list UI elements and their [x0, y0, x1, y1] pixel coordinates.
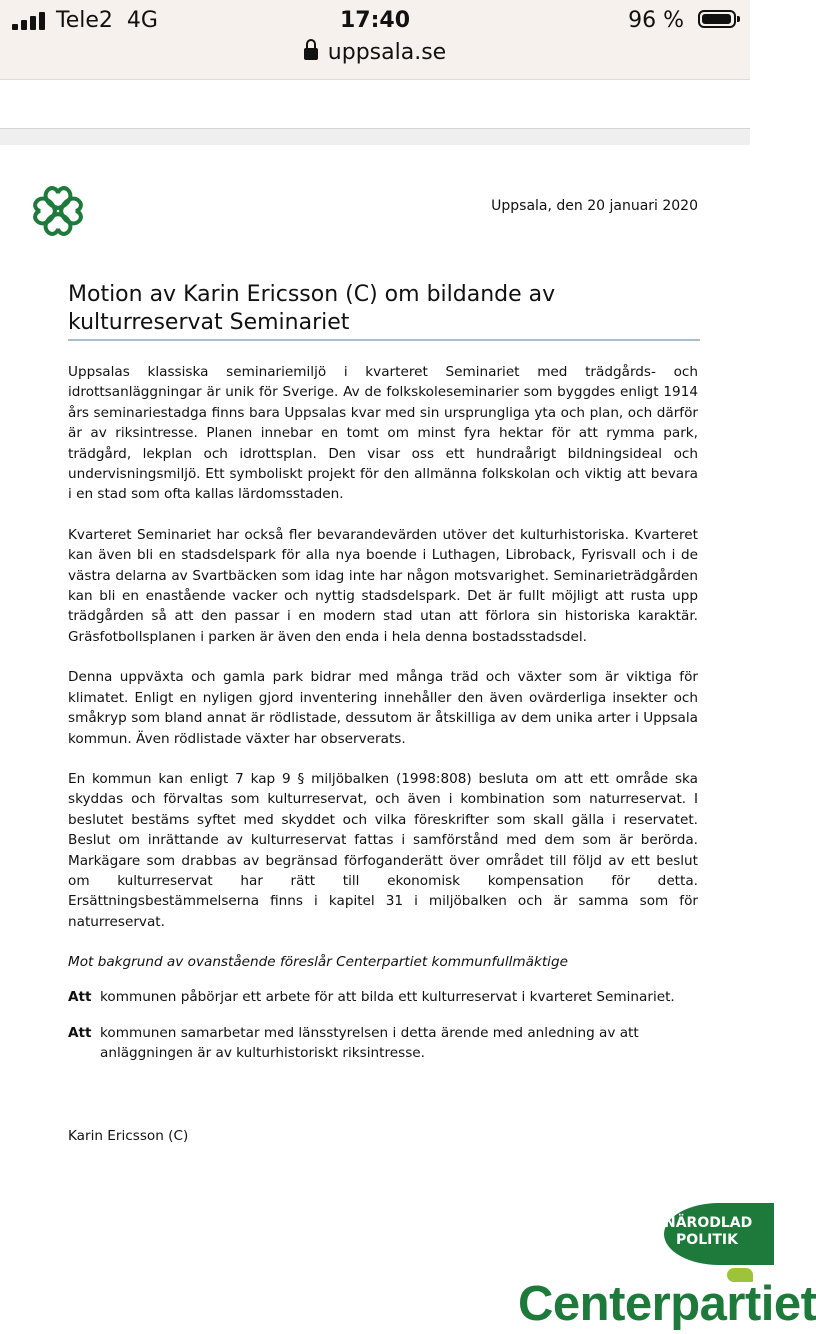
clock: 17:40: [339, 8, 411, 33]
status-bar: [0, 0, 750, 80]
badge-line: NÄRODLAD: [664, 1215, 753, 1231]
party-logo-text: Centerpartiet: [518, 1277, 816, 1331]
proposal-text: kommunen samarbetar med länsstyrelsen i detta ärende med anledning av att anläggningen är av kulturhistoriskt riksintresse.: [100, 1024, 639, 1062]
url-text: uppsala.se: [327, 40, 447, 65]
proposal-item: [68, 1023, 698, 1064]
proposal-intro: Mot bakgrund av ovanstående föreslår Centerpartiet kommunfullmäktige: [68, 954, 568, 971]
paragraph: Kvarteret Seminariet har också fler bevarandevärden utöver det kulturhistoriska. Kvarteret kan även bli en stadsdelspark för alla nya boende i Luthagen, Libroback, Fyrisvall och i de västra delarna av Svartbäcken som idag inte har någon motsvarighet. Seminarieträdgården kan bli en enastående vacker och nyttig stadsdelspark. Det är fullt möjligt att rusta upp trädgården så att den passar i en modern stad utan att förlora sin historiska karaktär. Gräsfotbollsplanen i parken är även den enda i hela denna bostadsstadsdel.: [68, 526, 698, 645]
document-date: Uppsala, den 20 januari 2020: [491, 198, 698, 214]
proposal-keyword: Att: [68, 988, 92, 1005]
battery-percent: 96 %: [628, 8, 684, 33]
author-signature: Karin Ericsson (C): [68, 1128, 189, 1144]
badge-line: POLITIK: [676, 1232, 738, 1248]
toolbar-divider: [0, 79, 750, 80]
paragraph: Uppsalas klassiska seminariemiljö i kvarteret Seminariet med trädgårds- och idrottsanläggningar är unik för Sverige. Av de folkskoleseminarier som byggdes enligt 1914 års seminariestadga finns bara Uppsalas kvar med sin ursprungliga yta och plan, och därför är av riksintresse. Planen innebar en tomt om minst fyra hektar för att rymma park, trädgård, lekplan och idrottsplan. Den visar oss ett hundraårigt bildningsideal och undervisningsmiljö. Ett symboliskt projekt för den allmänna folkskolan och viktig att bevara i en stad som ofta kallas lärdomsstaden.: [68, 364, 698, 503]
narodlad-politik-badge: [664, 1203, 774, 1265]
paragraph: Denna uppväxta och gamla park bidrar med många träd och växter som är viktiga för klimatet. Enligt en nyligen gjord inventering innehåller den även ovärderliga insekter och småkryp som bland annat är rödlistade, dessutom är åtskilliga av dem unika arter i Uppsala kommun. Även rödlistade växter har observerats.: [68, 669, 698, 747]
document-viewer-border: [0, 128, 750, 145]
address-bar[interactable]: [0, 40, 750, 65]
proposal-keyword: Att: [68, 1024, 92, 1041]
document-body: [68, 362, 698, 1064]
document-title: Motion av Karin Ericsson (C) om bildande av kulturreservat Seminariet: [68, 282, 556, 335]
clover-logo-icon: [28, 181, 88, 241]
battery-icon: [698, 10, 736, 28]
title-divider: [68, 339, 700, 341]
lock-icon: [304, 48, 318, 60]
network-type: 4G: [126, 8, 158, 33]
carrier-name: Tele2: [56, 8, 113, 33]
proposal-item: [68, 987, 698, 1007]
paragraph: En kommun kan enligt 7 kap 9 § miljöbalken (1998:808) besluta om att ett område ska skyddas och förvaltas som kulturreservat, och även i kombination som naturreservat. I beslutet bestäms syftet med skyddet och vilka föreskrifter som skall gälla i reservatet. Beslut om inrättande av kulturreservat fattas i samförstånd med dem som är berörda. Markägare som drabbas av begränsad förfoganderätt över området till följd av ett beslut om kulturreservat har rätt till ekonomisk kompensation för detta. Ersättningsbestämmelserna finns i kapitel 31 i miljöbalken och är samma som för naturreservat.: [68, 770, 698, 930]
proposal-text: kommunen påbörjar ett arbete för att bilda ett kulturreservat i kvarteret Seminariet.: [100, 988, 675, 1005]
